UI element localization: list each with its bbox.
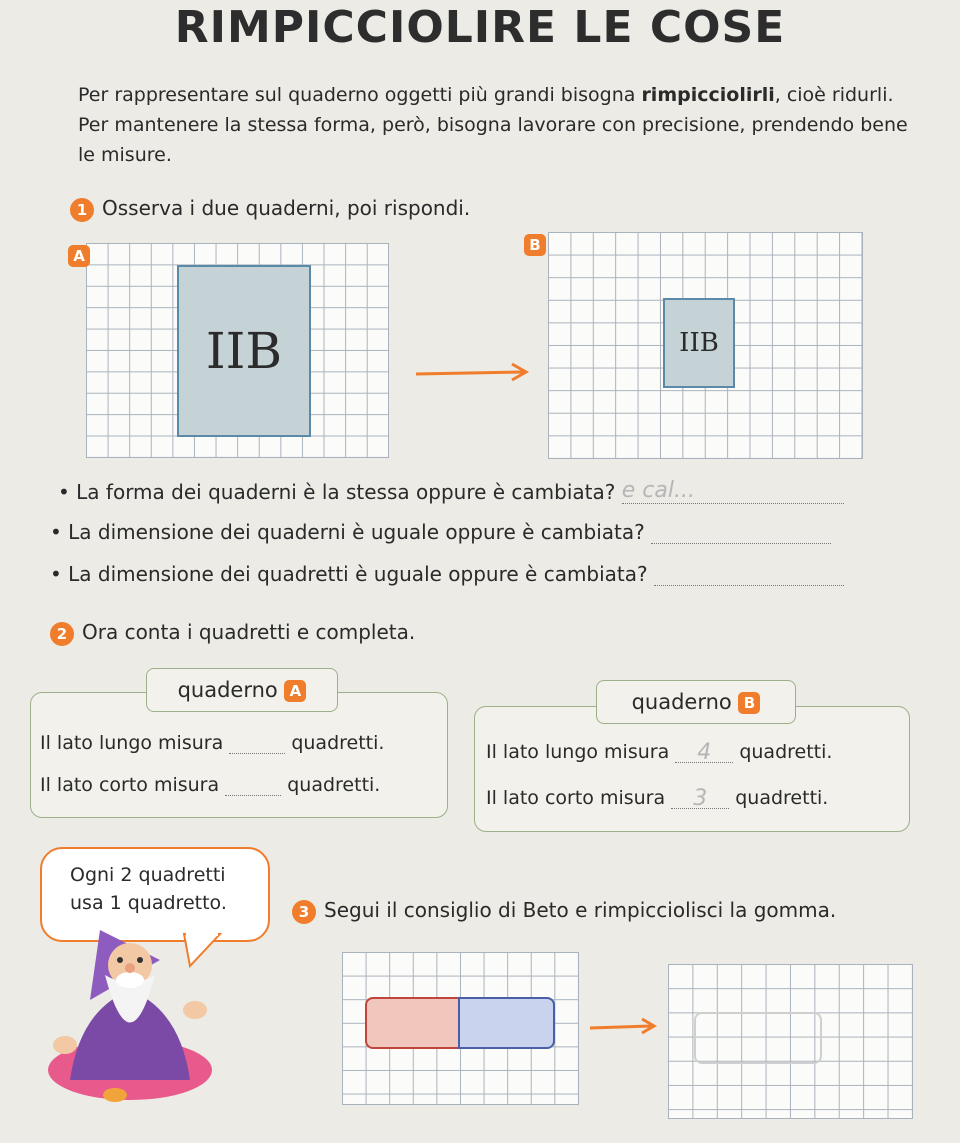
intro-paragraph	[78, 80, 908, 170]
exercise-1-instruction	[70, 196, 470, 222]
eraser-blue-part	[458, 997, 555, 1049]
question-1: • La forma dei quaderni è la stessa oppure è cambiata? e cal...	[58, 478, 844, 504]
notebook-a-label: A	[68, 245, 90, 267]
exercise-2-text: Ora conta i quadretti e completa.	[82, 620, 416, 644]
arrow-icon-2	[588, 1016, 662, 1038]
speech-bubble-line-1: Ogni 2 quadretti	[70, 864, 226, 886]
question-3-text: La dimensione dei quadretti è uguale oppure è cambiata?	[68, 562, 648, 586]
question-2-answer-field[interactable]	[651, 521, 831, 544]
quaderno-b-long-prefix: Il lato lungo misura	[486, 741, 670, 763]
eraser-red-part	[365, 997, 460, 1049]
intro-text-2: , cioè ridurli. Per mantenere la stessa forma, però, bisogna lavorare con precisione, prendendo bene le misure.	[78, 84, 908, 166]
quaderno-a-short-line	[40, 774, 380, 796]
exercise-3-instruction	[292, 898, 836, 924]
quaderno-b-box	[474, 706, 910, 832]
quaderno-b-long-line	[486, 740, 832, 763]
quaderno-a-badge: A	[284, 680, 306, 702]
exercise-1-text: Osserva i due quaderni, poi rispondi.	[102, 196, 471, 220]
question-1-answer: e cal...	[621, 478, 695, 503]
quaderno-b-long-answer-field[interactable]	[675, 740, 733, 763]
quaderno-b-short-line	[486, 786, 828, 809]
notebook-a-cover-text: IIB	[205, 322, 283, 380]
notebook-b-label: B	[524, 234, 546, 256]
arrow-icon	[414, 360, 534, 384]
exercise-1-number: 1	[70, 198, 94, 222]
quaderno-b-badge: B	[738, 692, 760, 714]
question-2: • La dimensione dei quaderni è uguale oppure è cambiata?	[50, 520, 831, 544]
wizard-beto-icon	[20, 920, 230, 1110]
intro-bold: rimpicciolirli	[641, 84, 775, 106]
question-2-text: La dimensione dei quaderni è uguale oppure è cambiata?	[68, 520, 645, 544]
intro-text-1: Per rappresentare sul quaderno oggetti più grandi bisogna	[78, 84, 642, 106]
quaderno-b-title-text: quaderno	[631, 690, 732, 714]
quaderno-b-short-answer: 3	[693, 786, 708, 811]
quaderno-b-short-prefix: Il lato corto misura	[486, 787, 666, 809]
quaderno-a-long-line	[40, 732, 384, 754]
quaderno-a-long-suffix: quadretti.	[291, 732, 385, 754]
notebook-b-cover-text: IIB	[679, 328, 719, 358]
quaderno-b-long-suffix: quadretti.	[739, 741, 833, 763]
question-1-answer-field[interactable]	[622, 478, 844, 504]
quaderno-a-long-answer-field[interactable]	[229, 733, 285, 754]
quaderno-a-short-answer-field[interactable]	[225, 775, 281, 796]
question-3-answer-field[interactable]	[654, 563, 844, 586]
page-title: RIMPICCIOLIRE LE COSE	[174, 2, 786, 53]
notebook-a-cover	[177, 265, 311, 437]
quaderno-a-short-prefix: Il lato corto misura	[40, 774, 220, 796]
quaderno-b-short-answer-field[interactable]	[671, 786, 729, 809]
question-3: • La dimensione dei quadretti è uguale oppure è cambiata?	[50, 562, 844, 586]
quaderno-b-title	[596, 680, 796, 724]
pencil-outline-faint	[694, 1012, 822, 1064]
quaderno-a-title-text: quaderno	[177, 678, 278, 702]
exercise-3-text: Segui il consiglio di Beto e rimpicciolisci la gomma.	[324, 898, 837, 922]
exercise-2-instruction	[50, 620, 415, 646]
quaderno-a-long-prefix: Il lato lungo misura	[40, 732, 224, 754]
quaderno-b-short-suffix: quadretti.	[735, 787, 829, 809]
question-1-text: La forma dei quaderni è la stessa oppure è cambiata?	[76, 480, 616, 504]
speech-bubble-line-2: usa 1 quadretto.	[70, 892, 227, 914]
quaderno-a-title	[146, 668, 338, 712]
quaderno-b-long-answer: 4	[697, 740, 712, 765]
exercise-2-number: 2	[50, 622, 74, 646]
notebook-b-cover	[663, 298, 735, 388]
exercise-3-number: 3	[292, 900, 316, 924]
quaderno-a-short-suffix: quadretti.	[287, 774, 381, 796]
